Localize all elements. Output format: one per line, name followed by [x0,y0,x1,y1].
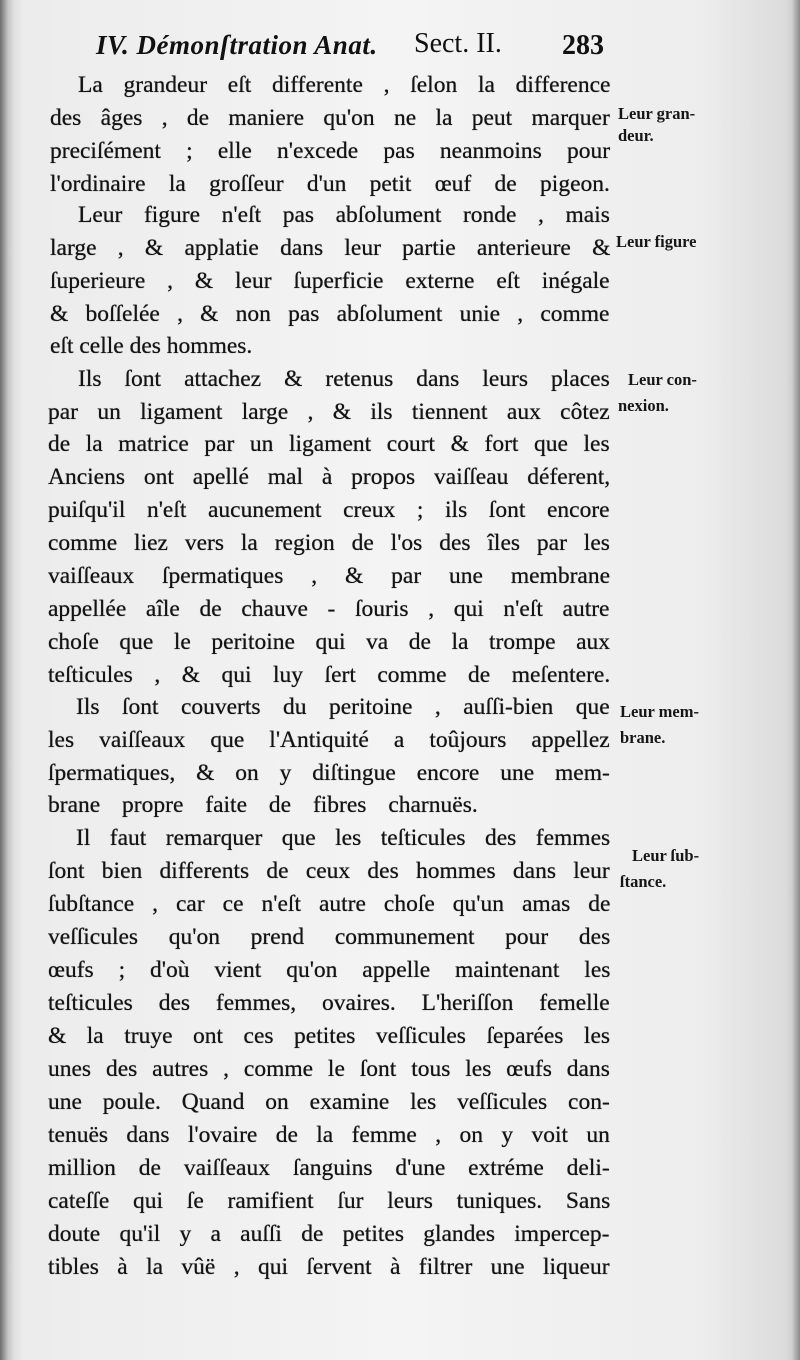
page-left-edge [0,0,14,1360]
margin-note: brane. [620,728,666,747]
text-line: les vaiſſeaux que l'Antiquité a toûjours appellez [48,727,610,753]
text-line: doute qu'il y a auſſi de petites glandes impercep- [48,1221,610,1247]
text-line: La grandeur eſt differente , ſelon la difference [78,72,611,98]
text-line: cateſſe qui ſe ramifient ſur leurs tuniques. Sans [48,1188,611,1214]
text-line: brane propre faite de fibres charnuës. [48,792,478,818]
margin-note: Leur mem- [620,702,699,721]
text-line: large , & applatie dans leur partie anterieure & [50,235,611,261]
text-line: tenuës dans l'ovaire de la femme , on y voit un [48,1122,610,1148]
margin-note: deur. [618,126,654,145]
text-line: Anciens ont apellé mal à propos vaiſſeau déferent, [48,464,611,490]
text-line: tibles à la vûë , qui ſervent à filtrer une liqueur [48,1254,610,1280]
text-line: eſt celle des hommes. [50,333,253,359]
text-line: ſont bien differents de ceux des hommes dans leur [48,858,610,884]
text-line: teſticules , & qui luy ſert comme de meſentere. [48,662,611,688]
text-line: par un ligament large , & ils tiennent aux côtez [48,399,610,425]
text-line: de la matrice par un ligament court & fort que les [48,431,610,457]
text-line: choſe que le peritoine qui va de la trompe aux [48,629,611,655]
text-line: l'ordinaire la groſſeur d'un petit œuf de pigeon. [50,171,610,197]
margin-note: nexion. [618,396,669,415]
text-line: million de vaiſſeaux ſanguins d'une extréme deli- [48,1155,610,1181]
text-line: Ils ſont attachez & retenus dans leurs places [78,366,610,392]
text-line: unes des autres , comme le ſont tous les œufs dans [48,1056,610,1082]
page-number: 283 [562,30,604,61]
text-line: une poule. Quand on examine les veſſicules con- [48,1089,610,1115]
text-line: Il faut remarquer que les teſticules des femmes [76,825,611,851]
text-line: teſticules des femmes, ovaires. L'heriſſon femelle [48,990,610,1016]
text-line: œufs ; d'où vient qu'on appelle maintenant les [48,957,611,983]
running-header [96,28,616,68]
text-line: des âges , de maniere qu'on ne la peut marquer [50,105,610,131]
text-line: & boſſelée , & non pas abſolument unie , comme [50,301,610,327]
text-line: Ils ſont couverts du peritoine , auſſi-bien que [76,694,610,720]
margin-note: Leur figure [616,232,697,251]
running-title: IV. Démonſtration Anat. [96,30,378,60]
text-line: preciſément ; elle n'excede pas neanmoins pour [50,138,611,164]
margin-note: Leur con- [628,370,697,389]
margin-note: ſtance. [620,872,667,891]
text-line: puiſqu'il n'eſt aucunement creux ; ils ſont encore [48,497,610,523]
section-label: Sect. II. [414,28,502,59]
text-line: vaiſſeaux ſpermatiques , & par une membrane [48,563,611,589]
margin-note: Leur gran- [618,104,696,123]
text-line: ſuperieure , & leur ſuperficie externe eſt inégale [50,268,610,294]
page-right-edge [786,0,800,1360]
text-line: veſſicules qu'on prend communement pour des [48,924,611,950]
text-line: Leur figure n'eſt pas abſolument ronde , mais [78,202,610,228]
margin-note: Leur ſub- [632,846,700,865]
text-line: ſpermatiques, & on y diſtingue encore une mem- [48,760,610,786]
text-line: & la truye ont ces petites veſſicules ſeparées les [48,1023,611,1049]
text-line: comme liez vers la region de l'os des îles par les [48,530,610,556]
text-line: ſubſtance , car ce n'eſt autre choſe qu'un amas de [48,891,611,917]
text-line: appellée aîle de chauve - ſouris , qui n'eſt autre [48,596,610,622]
